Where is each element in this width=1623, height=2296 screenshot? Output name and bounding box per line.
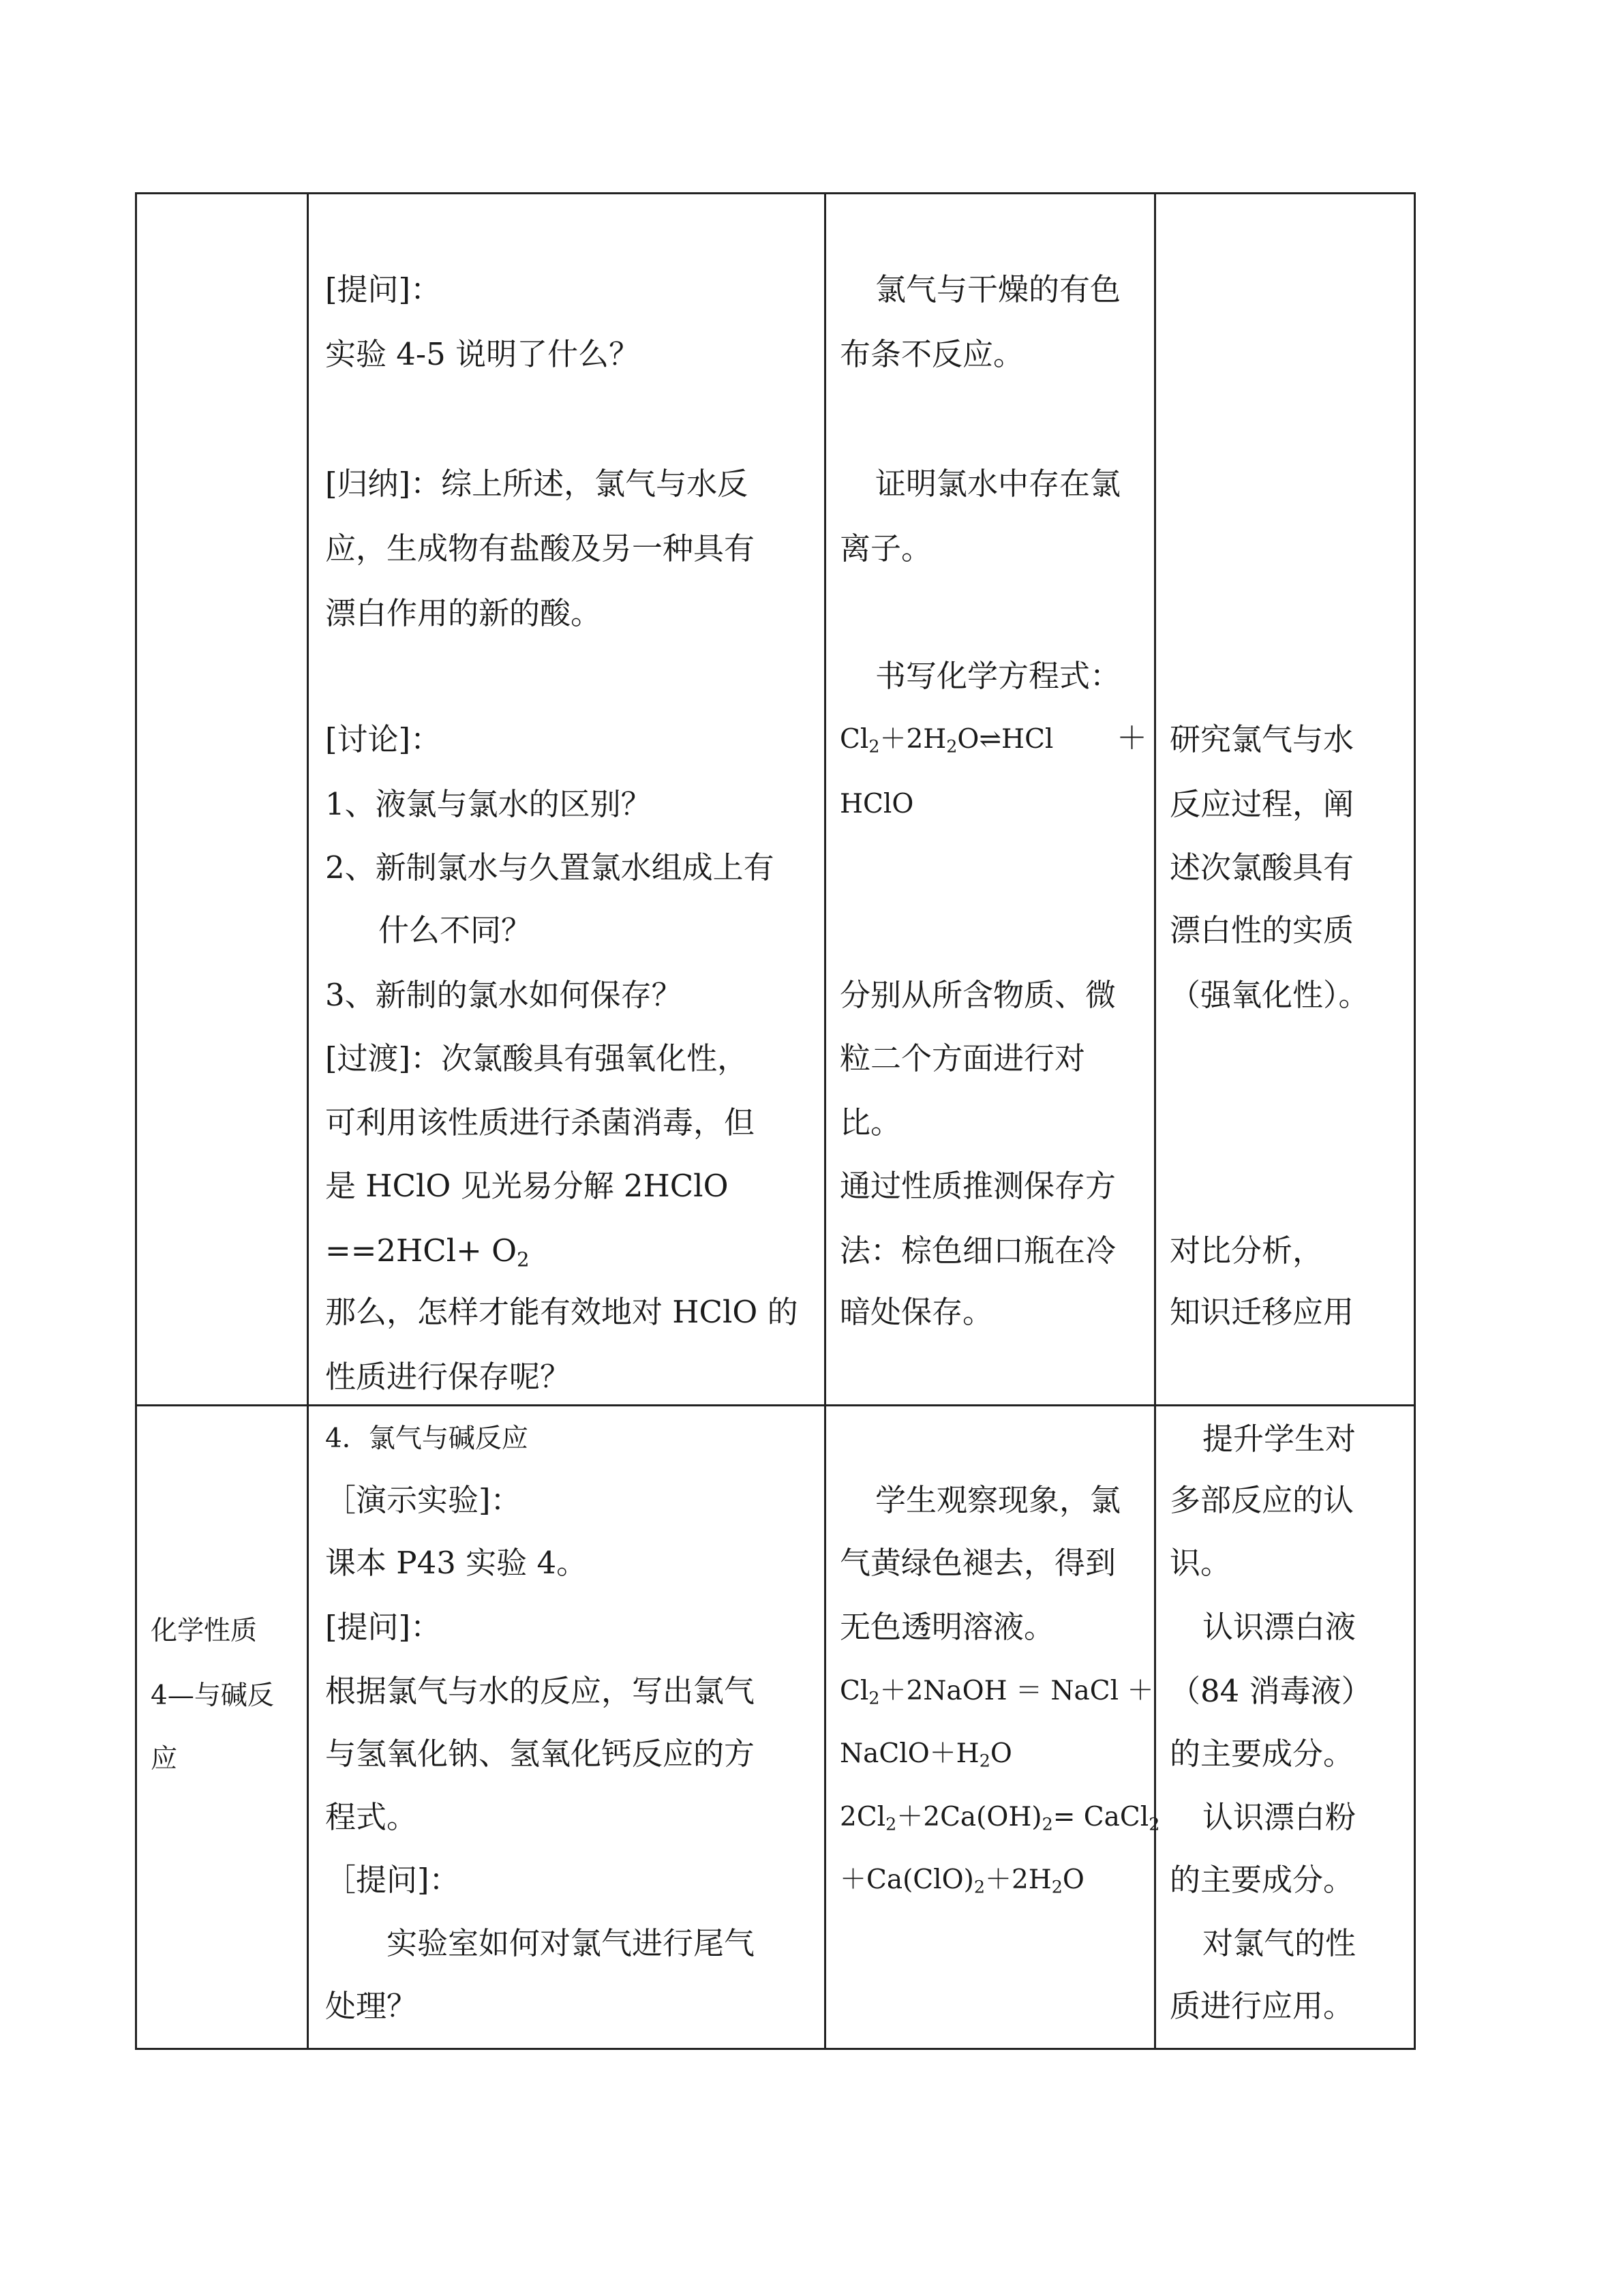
text-line: [过渡]：次氯酸具有强氧化性，	[325, 1040, 748, 1076]
text-line: 1、液氯与氯水的区别？	[325, 786, 652, 822]
topic-cell	[136, 1406, 308, 2049]
text-line: 实验 4-5 说明了什么？	[325, 336, 640, 372]
text-line: 认识漂白液	[1202, 1609, 1356, 1645]
text-line: 处理？	[325, 1988, 418, 2024]
design-intent-cell	[1155, 194, 1415, 1406]
table-row	[136, 194, 1415, 1406]
equation-line: $NaClO+H_2O$	[840, 1738, 1012, 1771]
text-line: 是 HClO 见光易分解 2HClO	[325, 1168, 729, 1204]
section-heading: 4．氯气与碱反应	[325, 1423, 528, 1454]
text-line: 那么，怎样才能有效地对 HClO 的	[325, 1294, 798, 1330]
equation-line: $2Cl_2+2Ca(OH)_2=$ CaCl$_2$	[840, 1802, 1160, 1834]
equation-line: $Cl_2+2NaOH$ ＝ NaCl ＋	[840, 1676, 1154, 1708]
text-line: 法：棕色细口瓶在冷	[840, 1233, 1117, 1269]
equation-line: $Cl_2+2H_2O\rightleftharpoons HCl$	[840, 724, 1054, 757]
text-line: 述次氯酸具有	[1170, 849, 1354, 886]
text-line: 通过性质推测保存方	[840, 1168, 1117, 1204]
text-line: 与氢氧化钠、氢氧化钙反应的方	[325, 1736, 755, 1772]
topic-cell	[136, 194, 308, 1406]
text-line: 实验室如何对氯气进行尾气	[386, 1925, 755, 1961]
equation-line: $==2HCl+ O_2$	[325, 1233, 530, 1271]
text-line: 对比分析，	[1170, 1233, 1324, 1269]
text-line: 根据氯气与水的反应，写出氯气	[325, 1673, 755, 1709]
text-line: ＋	[1117, 720, 1148, 756]
equation-line: $+Ca(ClO)_2+2H_2O$	[840, 1864, 1084, 1897]
text-line: 的主要成分。	[1170, 1736, 1354, 1772]
student-activity-cell	[825, 194, 1155, 1406]
text-line: ［提问]：	[325, 1862, 460, 1898]
text-line: ［演示实验]：	[325, 1482, 521, 1518]
text-line: 程式。	[325, 1799, 418, 1835]
text-line: 证明氯水中存在氯	[875, 466, 1121, 502]
text-line: HClO	[840, 789, 914, 819]
topic-line: 化学性质	[151, 1616, 258, 1646]
text-line: 质进行应用。	[1170, 1988, 1354, 2024]
teacher-activity-cell	[308, 194, 825, 1406]
text-line: （84 消毒液）	[1170, 1673, 1372, 1709]
text-line: 反应过程，阐	[1170, 786, 1354, 822]
text-line: 布条不反应。	[840, 336, 1025, 372]
text-line: 3、新制的氯水如何保存？	[325, 977, 682, 1013]
teacher-activity-cell	[308, 1406, 825, 2049]
text-line: 2、新制氯水与久置氯水组成上有	[325, 849, 774, 886]
text-line: 漂白作用的新的酸。	[325, 595, 602, 631]
text-line: 学生观察现象，氯	[875, 1482, 1121, 1518]
text-line: 气黄绿色褪去，得到	[840, 1545, 1117, 1581]
text-line: [讨论]：	[325, 721, 442, 757]
topic-line: 4—与碱反	[151, 1680, 274, 1711]
text-line: 分别从所含物质、微	[840, 977, 1117, 1013]
text-line: 提升学生对	[1202, 1421, 1356, 1457]
text-line: 多部反应的认	[1170, 1482, 1354, 1518]
text-line: 课本 P43 实验 4。	[325, 1545, 588, 1581]
text-line: 研究氯气与水	[1170, 721, 1354, 757]
text-line: 对氯气的性	[1202, 1925, 1356, 1961]
lesson-plan-table	[135, 192, 1416, 2050]
text-line: 什么不同？	[378, 912, 532, 948]
text-line: 无色透明溶液。	[840, 1609, 1055, 1645]
text-line: 离子。	[840, 530, 932, 567]
text-line: 的主要成分。	[1170, 1862, 1354, 1898]
text-line: [提问]：	[325, 1609, 442, 1645]
text-line: 知识迁移应用	[1170, 1294, 1354, 1330]
text-line: 识。	[1170, 1545, 1232, 1581]
text-line: （强氧化性）。	[1170, 977, 1369, 1013]
text-line: [归纳]：综上所述，氯气与水反	[325, 466, 748, 502]
text-line: [提问]：	[325, 271, 442, 307]
text-line: 比。	[840, 1104, 902, 1141]
student-activity-cell	[825, 1406, 1160, 2049]
table-row	[136, 1406, 1415, 2049]
text-line: 性质进行保存呢？	[325, 1359, 571, 1395]
text-line: 可利用该性质进行杀菌消毒，但	[325, 1104, 755, 1141]
text-line: 漂白性的实质	[1170, 912, 1354, 948]
text-line: 粒二个方面进行对	[840, 1040, 1086, 1076]
text-line: 暗处保存。	[840, 1294, 994, 1330]
text-line: 氯气与干燥的有色	[875, 271, 1121, 307]
topic-line: 应	[151, 1744, 178, 1774]
text-line: 书写化学方程式：	[875, 658, 1121, 694]
text-line: 认识漂白粉	[1202, 1799, 1356, 1835]
text-line: 应，生成物有盐酸及另一种具有	[325, 530, 755, 567]
design-intent-cell	[1155, 1406, 1415, 2049]
